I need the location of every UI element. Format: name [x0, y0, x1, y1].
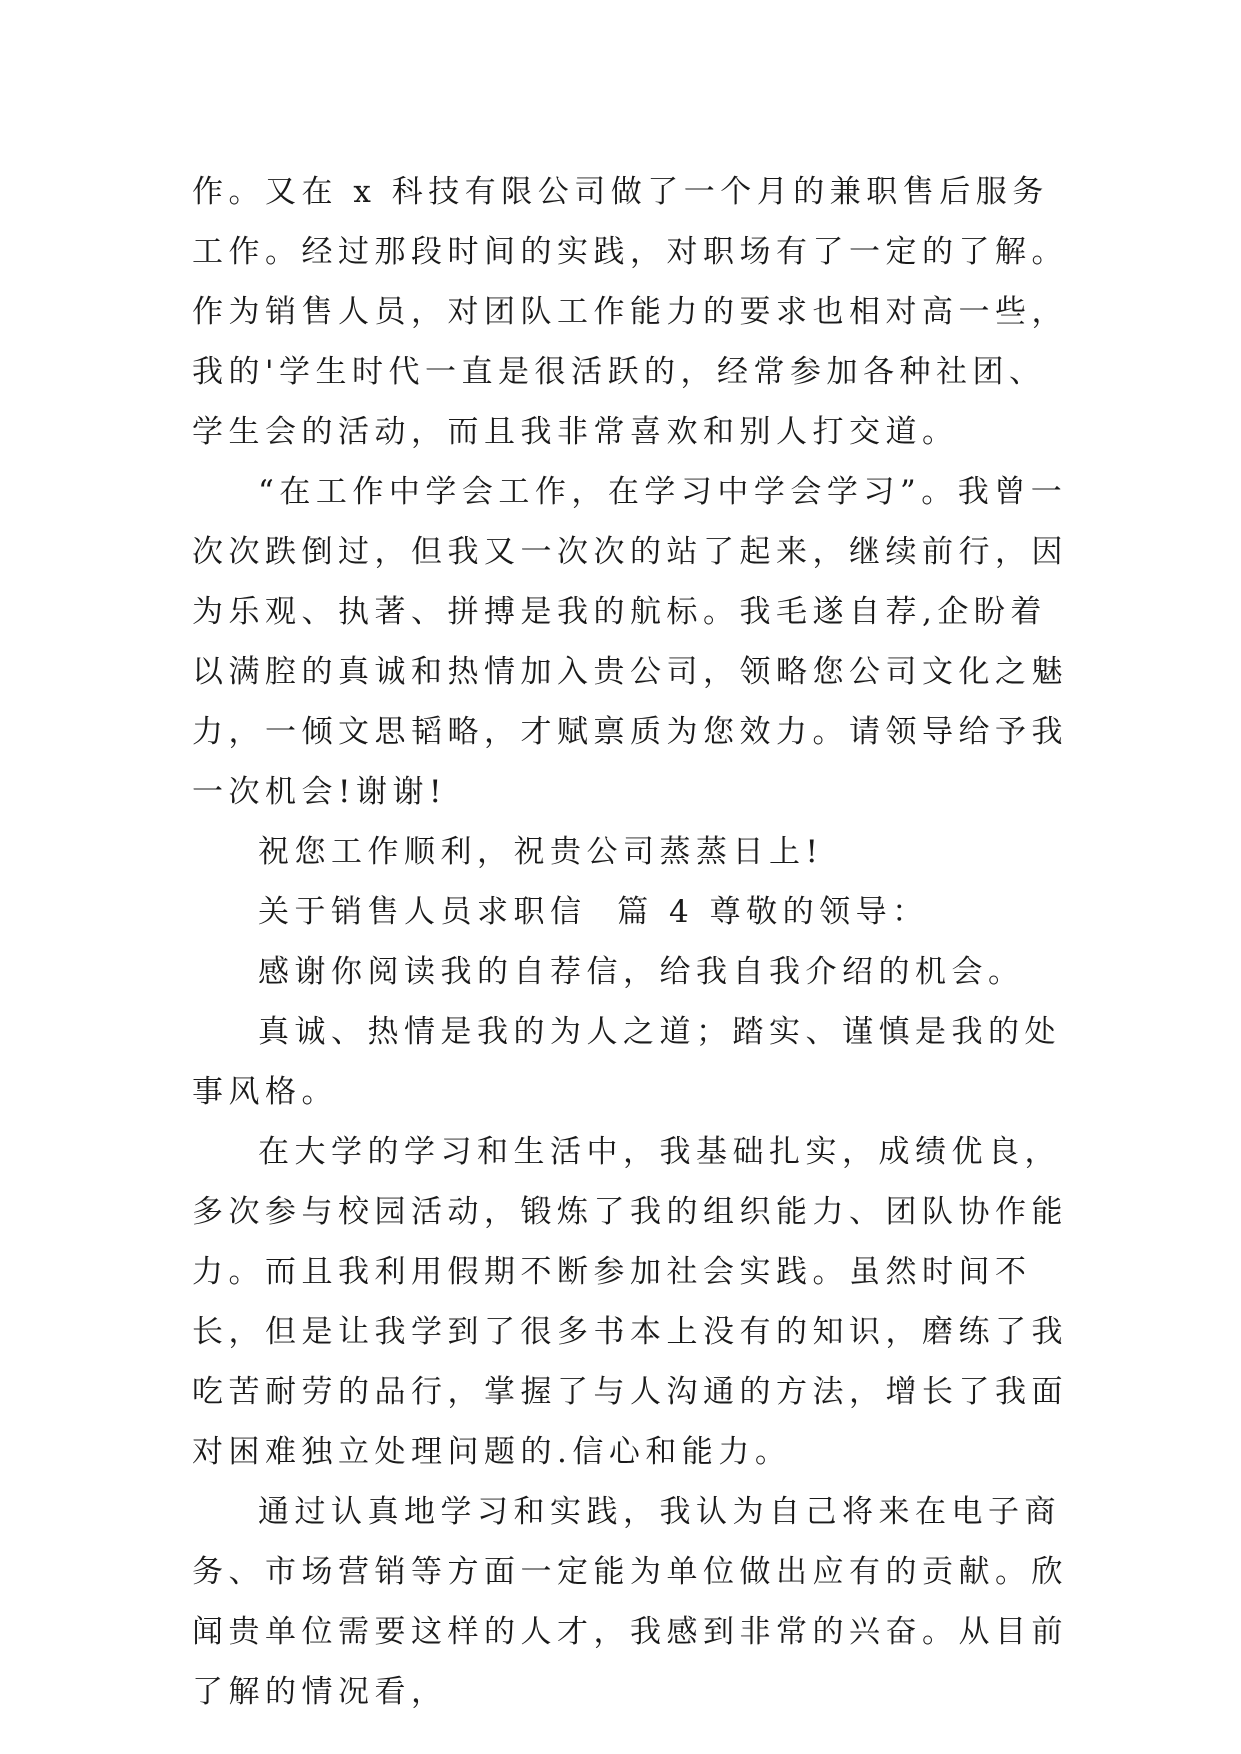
- paragraph-8: 通过认真地学习和实践，我认为自己将来在电子商务、市场营销等方面一定能为单位做出应有的贡献。欣闻贵单位需要这样的人才，我感到非常的兴奋。从目前了解的情况看，: [192, 1494, 1068, 1710]
- paragraph-6: 真诚、热情是我的为人之道；踏实、谨慎是我的处事风格。: [192, 1014, 1061, 1110]
- document-body: [192, 162, 1072, 1722]
- paragraph-2: “在工作中学会工作，在学习中学会学习”。我曾一次次跌倒过，但我又一次次的站了起来，继续前行，因为乐观、执著、拼搏是我的航标。我毛遂自荐,企盼着以满腔的真诚和热情加入贵公司，领略您公司文化之魅力，一倾文思韬略，才赋禀质为您效力。请领导给予我一次机会!谢谢!: [192, 474, 1068, 810]
- paragraph-7: 在大学的学习和生活中，我基础扎实，成绩优良，多次参与校园活动，锻炼了我的组织能力、团队协作能力。而且我利用假期不断参加社会实践。虽然时间不长，但是让我学到了很多书本上没有的知识，磨练了我吃苦耐劳的品行，掌握了与人沟通的方法，增长了我面对困难独立处理问题的.信心和能力。: [192, 1134, 1068, 1470]
- paragraph-4-heading: 关于销售人员求职信 篇 4 尊敬的领导：: [258, 894, 929, 930]
- paragraph-3: 祝您工作顺利，祝贵公司蒸蒸日上!: [258, 834, 824, 870]
- paragraph-1: 作。又在 x 科技有限公司做了一个月的兼职售后服务工作。经过那段时间的实践，对职场有了一定的了解。作为销售人员，对团队工作能力的要求也相对高一些，我的'学生时代一直是很活跃的，经常参加各种社团、学生会的活动，而且我非常喜欢和别人打交道。: [192, 174, 1068, 450]
- paragraph-5: 感谢你阅读我的自荐信，给我自我介绍的机会。: [258, 954, 1025, 990]
